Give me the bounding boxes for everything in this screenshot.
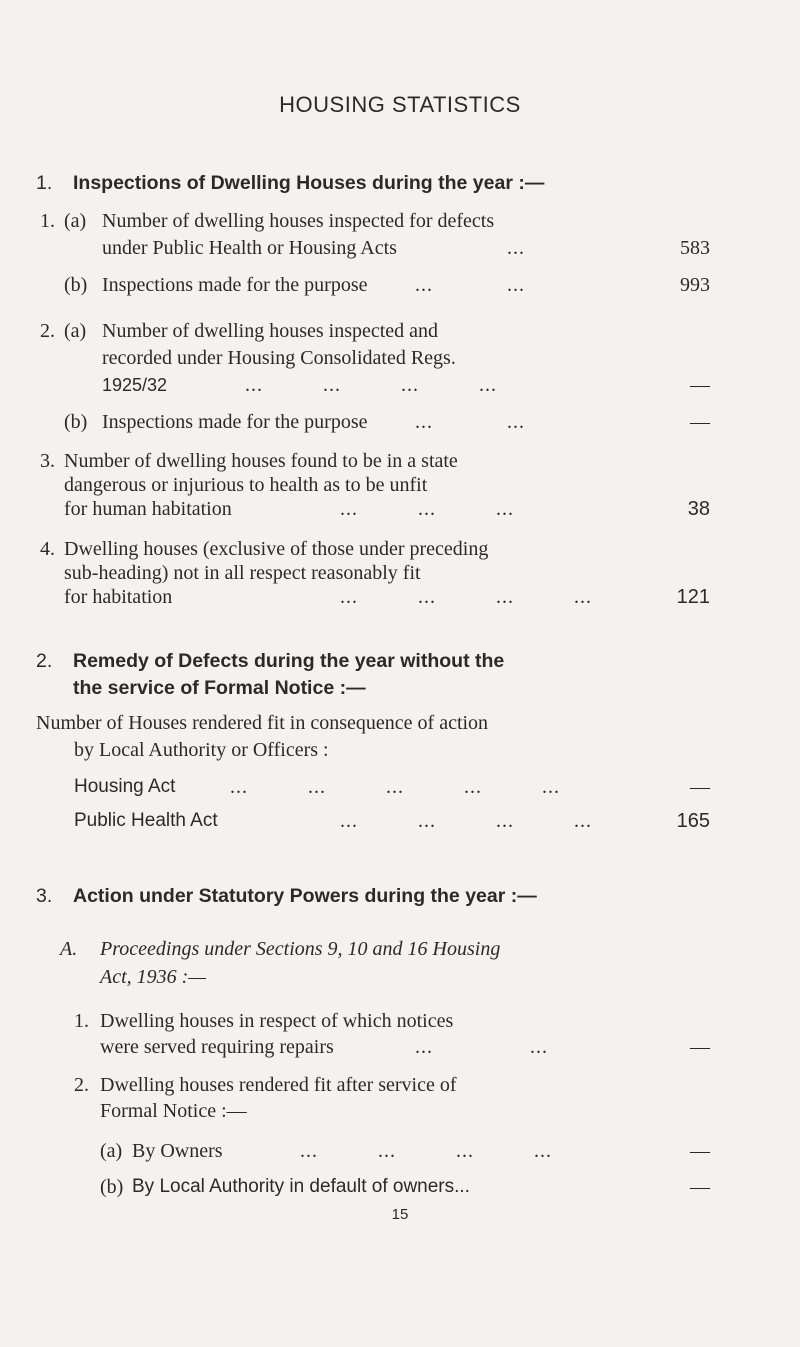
sub-label: [60, 936, 77, 962]
section-2-heading: [36, 650, 756, 706]
item-text: for habitation: [64, 586, 173, 608]
sub-title-text: Proceedings under Sections 9, 10 and 16 Housing: [100, 938, 501, 960]
item-value: —: [690, 1176, 710, 1198]
item-number: 2.: [74, 1074, 89, 1096]
row-label: Public Health Act: [74, 810, 218, 831]
item-number: 1.: [74, 1010, 89, 1032]
item-3a-1: [0, 1008, 800, 1064]
item-3a-2: [0, 1072, 800, 1128]
item-value: 583: [680, 237, 710, 259]
leader-dots: ... ... ...: [340, 498, 514, 520]
leader-dots: ...: [507, 274, 525, 296]
housing-act-row: [0, 774, 800, 804]
item-text: Number of dwelling houses found to be in a state: [64, 450, 458, 472]
item-value: 121: [676, 586, 710, 608]
item-value: —: [690, 374, 710, 396]
sub-label: (b): [64, 411, 88, 433]
item-text: Dwelling houses rendered fit after service of: [100, 1074, 457, 1096]
leader-dots: ... ... ... ...: [340, 810, 592, 832]
item-text: By Owners: [132, 1140, 223, 1162]
item-text: were served requiring repairs: [100, 1036, 334, 1058]
item-3a-2a: [0, 1138, 800, 1168]
item-value: —: [690, 411, 710, 433]
public-health-act-row: [0, 808, 800, 838]
item-text: Inspections made for the purpose: [102, 274, 368, 296]
section-1-title: Inspections of Dwelling Houses during the year :—: [73, 172, 545, 194]
item-value: —: [690, 1036, 710, 1058]
item-number: 3.: [40, 450, 55, 472]
item-1-2b: [0, 409, 800, 439]
section-3-heading: [36, 885, 756, 913]
sub-label: (a): [64, 210, 87, 232]
subsection-a-title: [0, 936, 800, 992]
intro-text: by Local Authority or Officers :: [74, 739, 329, 761]
leader-dots: ...: [507, 237, 525, 259]
leader-dots: ... ... ... ...: [245, 374, 497, 396]
sub-title-cont: [100, 964, 206, 990]
item-text: Dwelling houses in respect of which notices: [100, 1010, 454, 1032]
section-1-number: 1.: [36, 172, 53, 194]
item-value: 165: [676, 810, 710, 832]
item-1-1a: [0, 208, 800, 268]
item-1-4: [0, 536, 800, 620]
leader-dots: ...: [530, 1036, 548, 1058]
section-2-title: Remedy of Defects during the year without the: [73, 650, 505, 672]
page-number: 15: [391, 1206, 409, 1223]
sub-label: (a): [100, 1140, 123, 1162]
sub-title: [100, 936, 500, 962]
section-2-number: 2.: [36, 650, 53, 672]
sub-title-text: Act, 1936 :—: [100, 966, 207, 988]
item-text: By Local Authority in default of owners...: [132, 1176, 470, 1197]
item-text: under Public Health or Housing Acts: [102, 237, 397, 259]
item-text: 1925/32: [102, 375, 168, 395]
sub-label-text: A.: [60, 938, 78, 960]
item-number: 4.: [40, 538, 55, 560]
item-text: Number of dwelling houses inspected for defects: [102, 210, 495, 232]
intro-text: Number of Houses rendered fit in consequence of action: [36, 712, 489, 734]
item-number: 1.: [40, 210, 55, 232]
leader-dots: ... ... ... ...: [300, 1140, 552, 1162]
item-3a-2b: [0, 1174, 800, 1204]
item-text: dangerous or injurious to health as to be unfit: [64, 474, 428, 496]
sub-label: (b): [64, 274, 88, 296]
section-3-number: 3.: [36, 885, 53, 907]
leader-dots: ...: [507, 411, 525, 433]
item-number: 2.: [40, 320, 55, 342]
item-value: —: [690, 1140, 710, 1162]
item-text: sub-heading) not in all respect reasonably fit: [64, 562, 421, 584]
item-text: Formal Notice :—: [100, 1100, 247, 1122]
section-2-intro: [0, 710, 800, 766]
item-1-1b: [0, 272, 800, 302]
item-text: recorded under Housing Consolidated Regs.: [102, 347, 456, 369]
item-text: Dwelling houses (exclusive of those under preceding: [64, 538, 489, 560]
item-value: —: [690, 776, 710, 798]
item-text: for human habitation: [64, 498, 232, 520]
item-text: Number of dwelling houses inspected and: [102, 320, 439, 342]
section-3-title: Action under Statutory Powers during the year :—: [73, 885, 537, 907]
leader-dots: ... ... ... ... ...: [230, 776, 560, 798]
leader-dots: ...: [415, 411, 433, 433]
sub-label: (b): [100, 1176, 124, 1198]
item-value: 993: [680, 274, 710, 296]
item-1-3: [0, 448, 800, 532]
section-1-heading: [36, 172, 756, 200]
item-text: Inspections made for the purpose: [102, 411, 368, 433]
row-label: Housing Act: [74, 776, 176, 797]
page-title: HOUSING STATISTICS: [279, 92, 521, 117]
leader-dots: ...: [415, 274, 433, 296]
sub-label: (a): [64, 320, 87, 342]
section-2-title-cont: the service of Formal Notice :—: [73, 677, 366, 699]
leader-dots: ...: [415, 1036, 433, 1058]
leader-dots: ... ... ... ...: [340, 586, 592, 608]
item-1-2a: [0, 318, 800, 402]
item-value: 38: [687, 498, 710, 520]
